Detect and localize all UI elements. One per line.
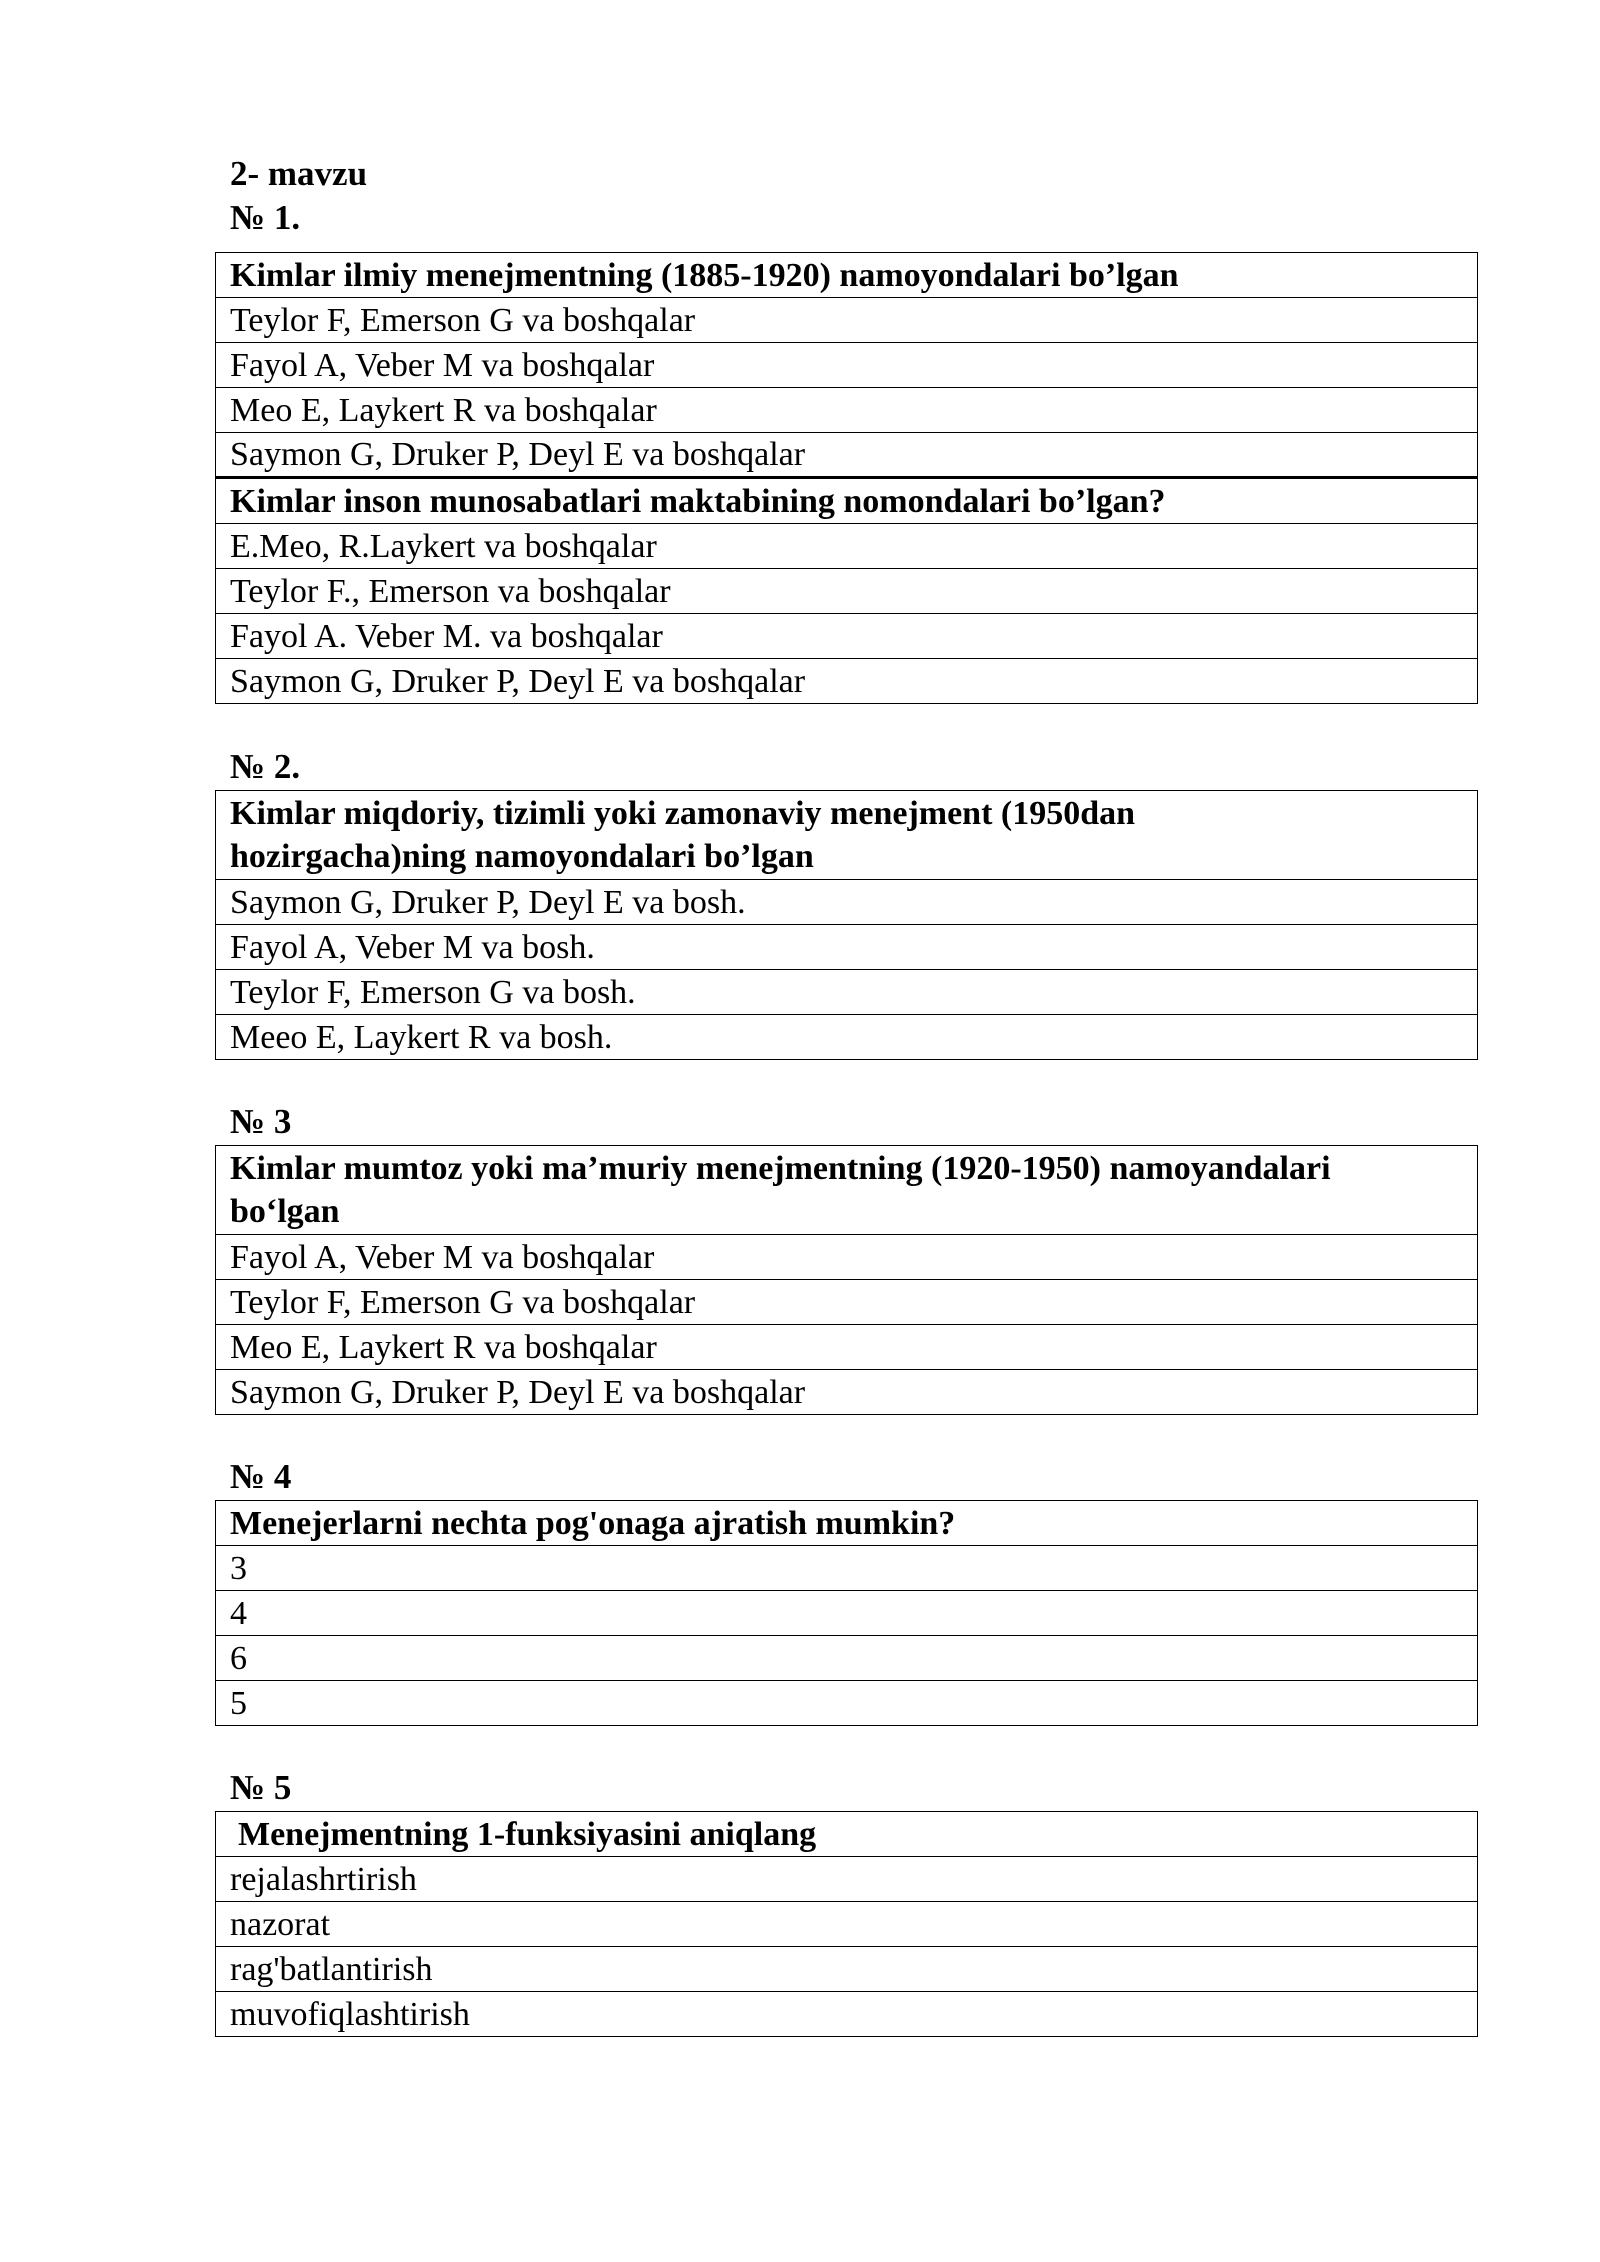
answer-text: Saymon G, Druker P, Deyl E va boshqalar [216,1370,1478,1415]
answer-text: 4 [216,1591,1478,1636]
question-text: Menejerlarni nechta pog'onaga ajratish mumkin? [216,1501,1478,1546]
question-text [216,1146,1478,1235]
answer-text: rag'batlantirish [216,1947,1478,1992]
question-row [216,253,1478,298]
question-line: Kimlar mumtoz yoki ma’muriy menejmentning (1920-1950) namoyandalari [230,1150,1331,1187]
answer-text: E.Meo, R.Laykert va boshqalar [216,524,1478,569]
question-row [216,478,1478,524]
question-row [216,1146,1478,1235]
answer-row [216,1325,1478,1370]
answer-row [216,569,1478,614]
answer-row [216,659,1478,704]
answer-text: 5 [216,1681,1478,1726]
answer-text: Meo E, Laykert R va boshqalar [216,1325,1478,1370]
question-text [216,791,1478,880]
section-4-number: № 4 [230,1457,292,1496]
answer-text: 6 [216,1636,1478,1681]
answer-text: Saymon G, Druker P, Deyl E va boshqalar [216,433,1478,478]
answer-text: Meo E, Laykert R va boshqalar [216,388,1478,433]
answer-text: Fayol A. Veber M. va boshqalar [216,614,1478,659]
answer-text: Teylor F, Emerson G va boshqalar [216,1280,1478,1325]
answer-row [216,1370,1478,1415]
answer-row [216,1280,1478,1325]
topic-title: 2- mavzu [230,154,368,193]
answer-row [216,1546,1478,1591]
answer-text: rejalashrtirish [216,1857,1478,1902]
answer-text: muvofiqlashtirish [216,1992,1478,2037]
answer-text: Saymon G, Druker P, Deyl E va boshqalar [216,659,1478,704]
answer-text: Meeo E, Laykert R va bosh. [216,1015,1478,1060]
question-line: hozirgacha)ning namoyondalari bo’lgan [230,838,814,875]
answer-row [216,388,1478,433]
answer-text: Saymon G, Druker P, Deyl E va bosh. [216,880,1478,925]
question-row [216,791,1478,880]
question-text: Kimlar inson munosabatlari maktabining nomondalari bo’lgan? [216,478,1478,524]
question-line: Kimlar miqdoriy, tizimli yoki zamonaviy menejment (1950dan [230,795,1136,832]
answer-text: 3 [216,1546,1478,1591]
section-3-table [215,1145,1478,1415]
answer-row [216,1992,1478,2037]
answer-row [216,433,1478,478]
answer-text: Fayol A, Veber M va boshqalar [216,343,1478,388]
answer-row [216,524,1478,569]
answer-row [216,1235,1478,1280]
section-2-number: № 2. [230,747,301,786]
answer-text: Fayol A, Veber M va boshqalar [216,1235,1478,1280]
question-line: bo‘lgan [230,1193,340,1230]
question-row [216,1812,1478,1857]
answer-row [216,1857,1478,1902]
answer-text: Fayol A, Veber M va bosh. [216,925,1478,970]
answer-row [216,1947,1478,1992]
section-5-number: № 5 [230,1768,292,1807]
section-5-table [215,1811,1478,2037]
answer-row [216,298,1478,343]
question-text: Kimlar ilmiy menejmentning (1885-1920) namoyondalari bo’lgan [216,253,1478,298]
section-4-table [215,1500,1478,1726]
answer-row [216,970,1478,1015]
answer-row [216,1681,1478,1726]
section-1-number: № 1. [230,198,301,237]
section-2-table [215,790,1478,1060]
answer-row [216,880,1478,925]
answer-text: Teylor F, Emerson G va bosh. [216,970,1478,1015]
answer-row [216,1591,1478,1636]
answer-text: Teylor F, Emerson G va boshqalar [216,298,1478,343]
question-text: Menejmentning 1-funksiyasini aniqlang [216,1812,1478,1857]
question-row [216,1501,1478,1546]
answer-row [216,1015,1478,1060]
answer-text: nazorat [216,1902,1478,1947]
answer-row [216,343,1478,388]
answer-row [216,1902,1478,1947]
answer-row [216,1636,1478,1681]
section-1-table [215,252,1478,704]
section-3-number: № 3 [230,1102,292,1141]
answer-text: Teylor F., Emerson va boshqalar [216,569,1478,614]
answer-row [216,614,1478,659]
answer-row [216,925,1478,970]
